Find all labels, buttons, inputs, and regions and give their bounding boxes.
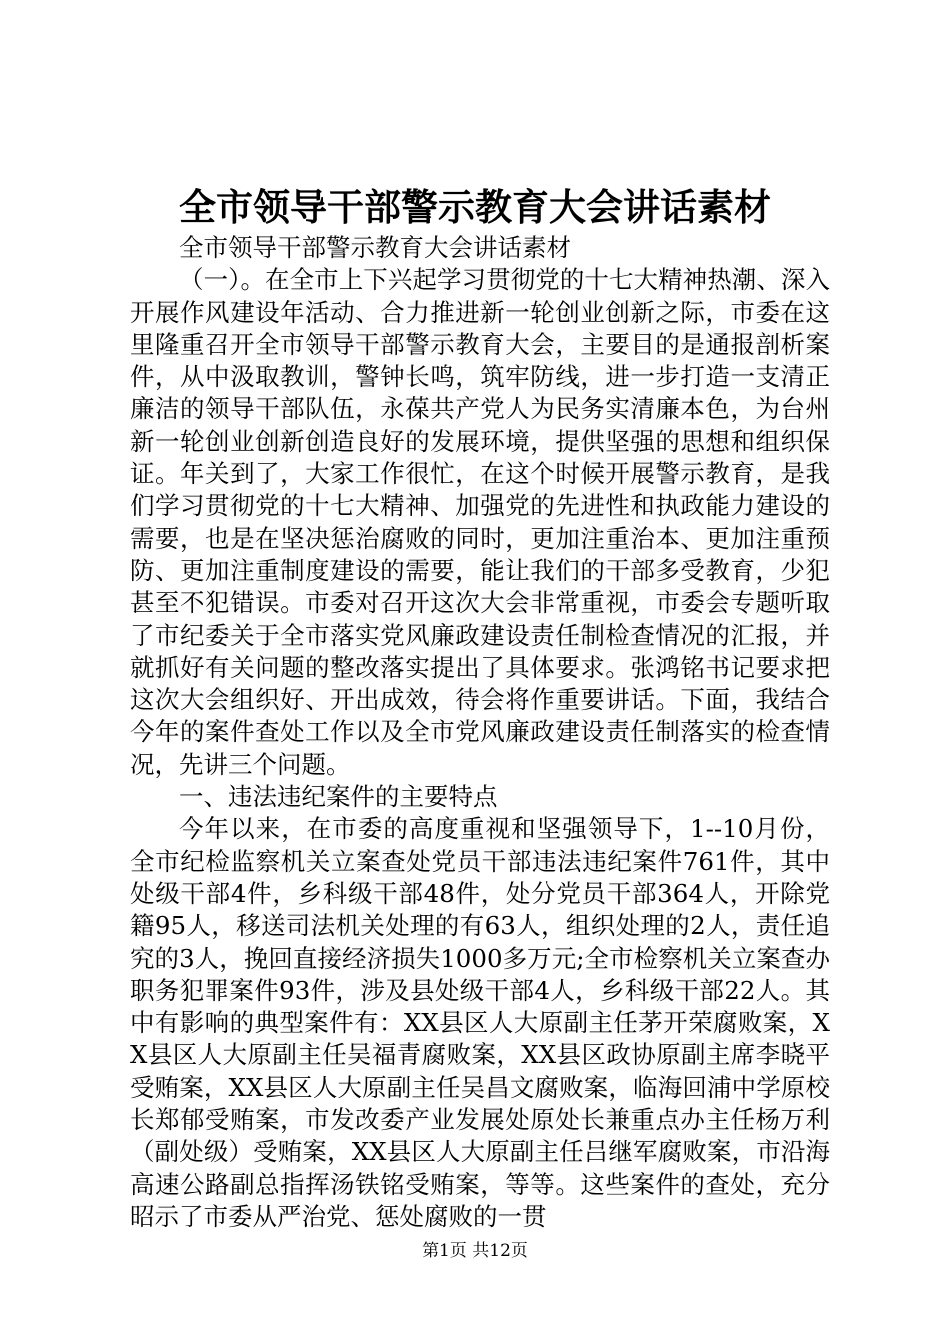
document-title: 全市领导干部警示教育大会讲话素材 (179, 186, 771, 229)
subtitle-paragraph: 全市领导干部警示教育大会讲话素材 (179, 233, 571, 262)
page-number-footer: 第1页 共12页 (422, 1241, 528, 1261)
section-heading: 一、违法违纪案件的主要特点 (179, 782, 498, 812)
intro-paragraph: （一）。在全市上下兴起学习贯彻党的十七大精神热潮、深入开展作风建设年活动、合力推进新一轮创业创新之际，市委在这里隆重召开全市领导干部警示教育大会，主要目的是通报剖析案件，从中汲取教训，警钟长鸣，筑牢防线，进一步打造一支清正廉洁的领导干部队伍，永葆共产党人为民务实清廉本色，为台州新一轮创业创新创造良好的发展环境，提供坚强的思想和组织保证。年关到了，大家工作很忙，在这个时候开展警示教育，是我们学习贯彻党的十七大精神、加强党的先进性和执政能力建设的需要，也是在坚决惩治腐败的同时，更加注重治本、更加注重预防、更加注重制度建设的需要，能让我们的干部多受教育，少犯甚至不犯错误。市委对召开这次大会非常重视，市委会专题听取了市纪委关于全市落实党风廉政建设责任制检查情况的汇报，并就抓好有关问题的整改落实提出了具体要求。张鸿铭书记要求把这次大会组织好、开出成效，待会将作重要讲话。下面，我结合今年的案件查处工作以及全市党风廉政建设责任制落实的检查情况，先讲三个问题。 (130, 265, 830, 779)
cases-paragraph: 今年以来，在市委的高度重视和坚强领导下，1--10月份，全市纪检监察机关立案查处党员干部违法违纪案件761件，其中处级干部4件，乡科级干部48件，处分党员干部364人，开除党籍95人，移送司法机关处理的有63人，组织处理的2人，责任追究的3人，挽回直接经济损失1000多万元;全市检察机关立案查办职务犯罪案件93件，涉及县处级干部4人，乡科级干部22人。其中有影响的典型案件有：XX县区人大原副主任茅开荣腐败案，XX县区人大原副主任吴福青腐败案，XX县区政协原副主席李晓平受贿案，XX县区人大原副主任吴昌文腐败案，临海回浦中学原校长郑郁受贿案，市发改委产业发展处原处长兼重点办主任杨万利（副处级）受贿案，XX县区人大原副主任吕继军腐败案，市沿海高速公路副总指挥汤铁铭受贿案，等等。这些案件的查处，充分昭示了市委从严治党、惩处腐败的一贯 (130, 814, 830, 1231)
document-body (130, 232, 830, 1233)
